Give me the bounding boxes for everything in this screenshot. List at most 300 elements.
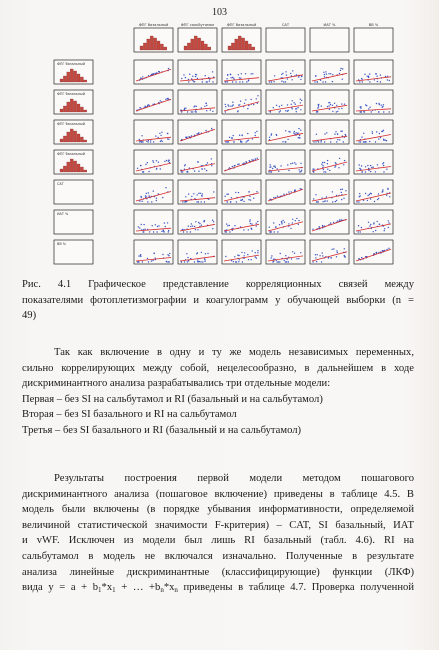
column-label: ФПГ базальный: [138, 23, 169, 27]
data-point: [147, 258, 148, 259]
data-point: [161, 140, 162, 141]
data-point: [375, 141, 376, 142]
data-point: [195, 76, 196, 77]
data-point: [361, 171, 362, 172]
data-point: [187, 257, 188, 258]
data-point: [292, 219, 293, 220]
histogram-bar: [84, 110, 87, 112]
data-point: [193, 193, 194, 194]
scatter-cell: [134, 180, 173, 204]
data-point: [201, 168, 202, 169]
data-point: [230, 74, 231, 75]
histogram-bar: [228, 46, 231, 50]
data-point: [366, 105, 367, 106]
data-point: [338, 108, 339, 109]
data-point: [184, 261, 185, 262]
data-point: [163, 230, 164, 231]
data-point: [360, 106, 361, 107]
data-point: [344, 104, 345, 105]
data-point: [204, 259, 205, 260]
data-point: [232, 81, 233, 82]
data-point: [197, 259, 198, 260]
data-point: [181, 111, 182, 112]
data-point: [191, 223, 192, 224]
data-point: [376, 131, 377, 132]
data-point: [321, 261, 322, 262]
data-point: [233, 135, 234, 136]
data-point: [188, 226, 189, 227]
data-point: [204, 220, 205, 221]
formula-subscript: 1: [98, 586, 102, 595]
data-point: [364, 111, 365, 112]
data-point: [376, 103, 377, 104]
data-point: [382, 131, 383, 132]
data-point: [253, 104, 254, 105]
data-point: [146, 141, 147, 142]
data-point: [152, 160, 153, 161]
data-point: [313, 198, 314, 199]
data-point: [358, 201, 359, 202]
histogram-bar: [198, 38, 201, 50]
scatterplot-matrix: [0, 0, 439, 275]
data-point: [336, 141, 337, 142]
paragraph-line: сильно коррелирующих между собой, нецелесообразно, в дальнейшем в ходе: [22, 362, 414, 374]
paragraph-line: величиной статистической значимости F-критерия) – CAT, SI базальный, ИАТ: [22, 519, 414, 531]
paragraph-line: дискриминантного анализа (пошаговое включение) приведены в таблице 4.5. В: [22, 488, 414, 500]
data-point: [336, 256, 337, 257]
data-point: [212, 111, 213, 112]
data-point: [197, 229, 198, 230]
data-point: [327, 160, 328, 161]
data-point: [257, 252, 258, 253]
histogram-bar: [184, 46, 187, 50]
data-point: [196, 201, 197, 202]
data-point: [318, 201, 319, 202]
histogram-cell: [354, 23, 393, 52]
data-point: [239, 259, 240, 260]
data-point: [341, 103, 342, 104]
data-point: [319, 226, 320, 227]
data-point: [328, 105, 329, 106]
data-point: [240, 78, 241, 79]
data-point: [237, 254, 238, 255]
paragraph-models-intro: [22, 345, 414, 439]
data-point: [337, 220, 338, 221]
data-point: [343, 164, 344, 165]
data-point: [386, 140, 387, 141]
data-point: [148, 261, 149, 262]
data-point: [388, 248, 389, 249]
data-point: [281, 105, 282, 106]
histogram-bar: [77, 74, 80, 82]
data-point: [202, 81, 203, 82]
data-point: [242, 199, 243, 200]
data-point: [280, 165, 281, 166]
data-point: [192, 76, 193, 77]
data-point: [341, 192, 342, 193]
data-point: [301, 76, 302, 77]
data-point: [155, 224, 156, 225]
data-point: [252, 160, 253, 161]
data-point: [247, 108, 248, 109]
data-point: [226, 231, 227, 232]
data-point: [185, 77, 186, 78]
data-point: [329, 109, 330, 110]
data-point: [327, 200, 328, 201]
data-point: [241, 134, 242, 135]
row-label: ИАТ %: [57, 212, 69, 216]
data-point: [389, 196, 390, 197]
data-point: [298, 128, 299, 129]
data-point: [330, 73, 331, 74]
data-point: [361, 227, 362, 228]
data-point: [168, 161, 169, 162]
data-point: [287, 78, 288, 79]
data-point: [186, 231, 187, 232]
data-point: [369, 141, 370, 142]
data-point: [247, 140, 248, 141]
data-point: [139, 200, 140, 201]
row-label: ВВ %: [57, 242, 66, 246]
data-point: [364, 74, 365, 75]
data-point: [255, 252, 256, 253]
data-point: [233, 78, 234, 79]
data-point: [196, 106, 197, 107]
data-point: [345, 190, 346, 191]
data-point: [384, 228, 385, 229]
data-point: [368, 108, 369, 109]
data-point: [318, 104, 319, 105]
histogram-bar: [208, 47, 211, 50]
data-point: [360, 141, 361, 142]
data-point: [195, 229, 196, 230]
data-point: [383, 104, 384, 105]
data-point: [198, 133, 199, 134]
data-point: [365, 256, 366, 257]
data-point: [141, 201, 142, 202]
data-point: [374, 253, 375, 254]
data-point: [276, 261, 277, 262]
data-point: [339, 139, 340, 140]
data-point: [141, 197, 142, 198]
data-point: [189, 74, 190, 75]
data-point: [194, 226, 195, 227]
data-point: [231, 260, 232, 261]
data-point: [226, 194, 227, 195]
data-point: [367, 200, 368, 201]
scatter-cell: [222, 210, 261, 234]
histogram-bar: [80, 137, 83, 142]
data-point: [207, 81, 208, 82]
data-point: [164, 161, 165, 162]
data-point: [268, 171, 269, 172]
data-point: [361, 111, 362, 112]
data-point: [380, 74, 381, 75]
data-point: [374, 201, 375, 202]
data-point: [370, 224, 371, 225]
scatter-cell: [222, 90, 261, 114]
data-point: [271, 81, 272, 82]
data-point: [236, 201, 237, 202]
histogram-bar: [67, 162, 70, 172]
data-point: [323, 169, 324, 170]
data-point: [160, 135, 161, 136]
data-point: [234, 256, 235, 257]
scatter-cell: [266, 60, 305, 84]
data-point: [358, 141, 359, 142]
data-point: [331, 249, 332, 250]
scatter-cell: [310, 90, 349, 114]
data-point: [248, 259, 249, 260]
row-label-cell: [54, 120, 93, 144]
scatter-cell: [354, 210, 393, 234]
data-point: [326, 73, 327, 74]
data-point: [371, 111, 372, 112]
data-point: [205, 253, 206, 254]
data-point: [250, 219, 251, 220]
data-point: [231, 197, 232, 198]
data-point: [248, 199, 249, 200]
data-point: [225, 81, 226, 82]
data-point: [337, 133, 338, 134]
data-point: [137, 168, 138, 169]
data-point: [335, 201, 336, 202]
data-point: [327, 106, 328, 107]
data-point: [291, 104, 292, 105]
histogram-bar: [70, 99, 73, 112]
histogram-bar: [74, 161, 77, 172]
data-point: [363, 133, 364, 134]
data-point: [251, 228, 252, 229]
data-point: [330, 141, 331, 142]
data-point: [257, 250, 258, 251]
formula-text: + … +b: [115, 582, 161, 594]
scatter-cell: [134, 120, 173, 144]
formula-text: *x: [101, 582, 113, 594]
data-point: [332, 201, 333, 202]
data-point: [236, 261, 237, 262]
data-point: [271, 257, 272, 258]
data-point: [253, 198, 254, 199]
data-point: [232, 77, 233, 78]
data-point: [229, 231, 230, 232]
data-point: [185, 108, 186, 109]
data-point: [292, 222, 293, 223]
data-point: [139, 139, 140, 140]
data-point: [151, 201, 152, 202]
data-point: [195, 221, 196, 222]
data-point: [375, 230, 376, 231]
scatter-cell: [178, 210, 217, 234]
data-point: [382, 250, 383, 251]
data-point: [281, 221, 282, 222]
data-point: [246, 162, 247, 163]
data-point: [227, 225, 228, 226]
data-point: [141, 135, 142, 136]
data-point: [141, 224, 142, 225]
model-1-line: Первая – без SI на сальбутамол и RI (базальный и на сальбутамол): [22, 393, 323, 405]
scatter-cell: [310, 240, 349, 264]
scatter-cell: [222, 60, 261, 84]
data-point: [295, 104, 296, 105]
data-point: [269, 81, 270, 82]
data-point: [382, 191, 383, 192]
histogram-bar: [160, 44, 163, 50]
data-point: [234, 225, 235, 226]
data-point: [229, 225, 230, 226]
data-point: [227, 201, 228, 202]
data-point: [245, 73, 246, 74]
data-point: [206, 170, 207, 171]
data-point: [361, 165, 362, 166]
data-point: [151, 260, 152, 261]
data-point: [368, 76, 369, 77]
data-point: [385, 139, 386, 140]
data-point: [225, 106, 226, 107]
data-point: [232, 102, 233, 103]
data-point: [367, 76, 368, 77]
data-point: [256, 191, 257, 192]
row-label: ФПГ базальный: [57, 152, 85, 156]
data-point: [327, 163, 328, 164]
data-point: [240, 101, 241, 102]
histogram-bar: [70, 159, 73, 172]
histogram-bar: [80, 107, 83, 112]
data-point: [242, 261, 243, 262]
data-point: [389, 111, 390, 112]
data-point: [370, 171, 371, 172]
histogram-bar: [157, 41, 160, 50]
data-point: [248, 79, 249, 80]
data-point: [339, 219, 340, 220]
row-label-cell: [54, 240, 93, 264]
data-point: [256, 225, 257, 226]
data-point: [211, 158, 212, 159]
data-point: [386, 169, 387, 170]
data-point: [324, 74, 325, 75]
data-point: [359, 81, 360, 82]
data-point: [227, 81, 228, 82]
data-point: [290, 73, 291, 74]
data-point: [186, 201, 187, 202]
data-point: [157, 226, 158, 227]
data-point: [382, 189, 383, 190]
data-point: [285, 130, 286, 131]
data-point: [345, 256, 346, 257]
data-point: [387, 79, 388, 80]
data-point: [322, 162, 323, 163]
data-point: [227, 141, 228, 142]
data-point: [316, 111, 317, 112]
data-point: [161, 132, 162, 133]
formula-subscript: 1: [112, 586, 116, 595]
data-point: [198, 261, 199, 262]
data-point: [233, 261, 234, 262]
data-point: [359, 193, 360, 194]
data-point: [336, 250, 337, 251]
data-point: [332, 191, 333, 192]
data-point: [256, 223, 257, 224]
data-point: [168, 255, 169, 256]
data-point: [388, 220, 389, 221]
data-point: [365, 171, 366, 172]
data-point: [372, 133, 373, 134]
data-point: [333, 222, 334, 223]
data-point: [316, 261, 317, 262]
data-point: [378, 138, 379, 139]
data-point: [138, 226, 139, 227]
data-point: [168, 261, 169, 262]
data-point: [271, 171, 272, 172]
data-point: [341, 199, 342, 200]
data-point: [322, 252, 323, 253]
data-point: [235, 192, 236, 193]
data-point: [252, 250, 253, 251]
data-point: [168, 230, 169, 231]
data-point: [296, 218, 297, 219]
histogram-bar: [154, 38, 157, 50]
paragraph-line: анализа линейные дискриминантные (классифицирующие) функции (ЛКФ): [22, 566, 414, 578]
formula-subscript: n: [174, 586, 178, 595]
data-point: [200, 193, 201, 194]
histogram-bar: [63, 106, 66, 112]
data-point: [337, 139, 338, 140]
data-point: [273, 107, 274, 108]
data-point: [279, 224, 280, 225]
data-point: [204, 201, 205, 202]
row-label-cell: [54, 150, 93, 174]
data-point: [361, 136, 362, 137]
data-point: [330, 222, 331, 223]
scatter-cell: [222, 180, 261, 204]
data-point: [292, 163, 293, 164]
data-point: [301, 170, 302, 171]
data-point: [296, 108, 297, 109]
data-point: [191, 196, 192, 197]
histogram-bar: [74, 101, 77, 112]
data-point: [335, 131, 336, 132]
data-point: [388, 227, 389, 228]
data-point: [185, 201, 186, 202]
data-point: [143, 171, 144, 172]
histogram-bar: [67, 132, 70, 142]
data-point: [248, 105, 249, 106]
column-label: САТ: [281, 23, 290, 27]
data-point: [285, 71, 286, 72]
data-point: [239, 81, 240, 82]
data-point: [213, 191, 214, 192]
data-point: [153, 253, 154, 254]
data-point: [358, 225, 359, 226]
data-point: [373, 167, 374, 168]
data-point: [324, 133, 325, 134]
data-point: [206, 103, 207, 104]
data-point: [320, 80, 321, 81]
data-point: [191, 135, 192, 136]
data-point: [294, 162, 295, 163]
data-point: [285, 81, 286, 82]
data-point: [274, 75, 275, 76]
histogram-bar: [201, 41, 204, 50]
histogram-bar: [204, 44, 207, 50]
data-point: [243, 229, 244, 230]
data-point: [322, 255, 323, 256]
data-point: [275, 167, 276, 168]
paragraph-line: дискриминантного анализа разрабатывались три отдельные модели:: [22, 378, 331, 390]
data-point: [190, 226, 191, 227]
data-point: [230, 201, 231, 202]
data-point: [326, 132, 327, 133]
